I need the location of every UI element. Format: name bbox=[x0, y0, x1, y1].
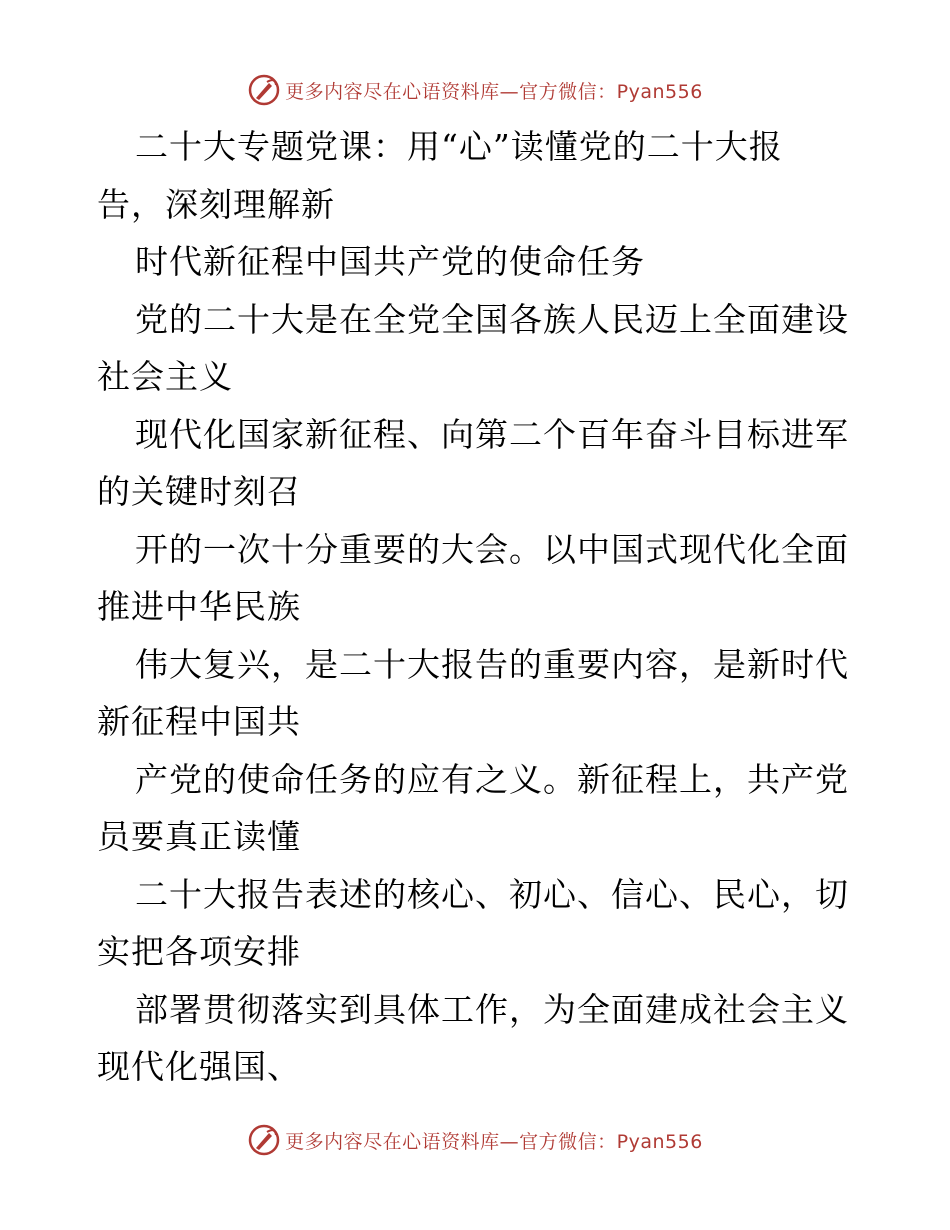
paragraph-line: 现代化国家新征程、向第二个百年奋斗目标进军 bbox=[135, 414, 849, 454]
document-body bbox=[97, 118, 857, 1096]
footer-banner-text: 更多内容尽在心语资料库—官方微信：Pyan556 bbox=[285, 1130, 703, 1153]
quill-circle-icon bbox=[247, 1123, 281, 1157]
paragraph-line: 二十大专题党课：用“心”读懂党的二十大报 bbox=[135, 127, 783, 166]
paragraph-line: 新征程中国共 bbox=[97, 702, 301, 741]
paragraph-line: 实把各项安排 bbox=[97, 932, 301, 971]
paragraph-line: 二十大报告表述的核心、初心、信心、民心，切 bbox=[135, 874, 849, 914]
footer-banner bbox=[0, 1120, 950, 1160]
paragraph-line: 现代化强国、 bbox=[97, 1047, 301, 1086]
paragraph-line: 伟大复兴，是二十大报告的重要内容，是新时代 bbox=[135, 644, 849, 684]
paragraph-line: 产党的使命任务的应有之义。新征程上，共产党 bbox=[135, 759, 849, 799]
paragraph-line: 员要真正读懂 bbox=[97, 817, 301, 856]
paragraph-line: 部署贯彻落实到具体工作，为全面建成社会主义 bbox=[135, 989, 849, 1029]
header-banner-text: 更多内容尽在心语资料库—官方微信：Pyan556 bbox=[285, 80, 703, 103]
paragraph-line: 推进中华民族 bbox=[97, 587, 301, 626]
quill-circle-icon bbox=[247, 73, 281, 107]
paragraph-line: 社会主义 bbox=[97, 357, 233, 396]
paragraph-line: 的关键时刻召 bbox=[97, 472, 301, 511]
header-banner bbox=[0, 70, 950, 110]
paragraph-line: 时代新征程中国共产党的使命任务 bbox=[135, 242, 645, 281]
paragraph-line: 党的二十大是在全党全国各族人民迈上全面建设 bbox=[135, 299, 849, 339]
paragraph-line: 开的一次十分重要的大会。以中国式现代化全面 bbox=[135, 529, 849, 569]
paragraph-line: 告，深刻理解新 bbox=[97, 184, 335, 224]
